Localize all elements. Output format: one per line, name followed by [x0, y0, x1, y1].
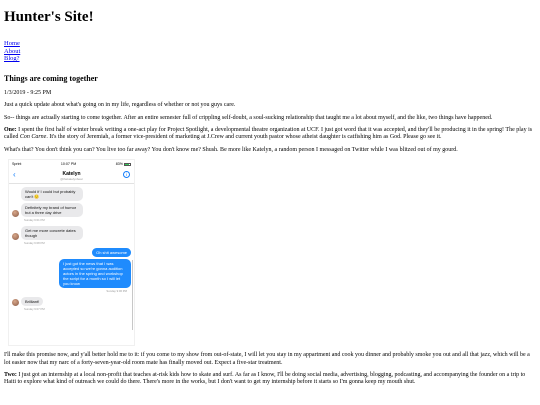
post-paragraph: What's that? You don't think you can? You live too far away? You don't know me? Shush. Be more like Katelyn, a random person I messaged on Twitter while I was blitzed out of my gourd. [4, 146, 458, 153]
message-row [12, 259, 131, 288]
post-paragraph: I'll make this promise now, and y'all better hold me to it: if you come to my show from out-of-state, I will let you stay in my appartment and cook you dinner and probably smoke you out and all that jazz, which will be a lot easier now that my narc of a forty-seven-year-old room mate has finally moved out. Expect a five-star treatment. [4, 352, 530, 366]
one-text-a: I spent the first half of winter break writing a one-act play for Project Spotlight, a developmental theatre organization at UCF. I just got word that it was accepted, and they'll be producing it in the spring! The play is called [4, 127, 533, 141]
nav-link-home[interactable]: Home [4, 40, 20, 47]
avatar [12, 299, 19, 306]
one-label: One: [4, 127, 17, 133]
avatar [12, 210, 19, 217]
post-paragraph-two [4, 372, 536, 387]
status-time: 10:07 PM [60, 162, 77, 167]
message-timestamp: Sunday 9:07 PM [24, 306, 45, 311]
message-row [12, 187, 131, 201]
message-row [12, 203, 131, 217]
post-intro: Just a quick update about what's going on in my life, regardless of whether or not you guys care. [4, 102, 236, 109]
message-bubble: Brilliant! [21, 297, 43, 306]
post-paragraph: So-- things are actually starting to come together. After an entire semester full of crippling self-doubt, a soul-sucking relationship that taught me a lot about myself, and the like, two things have happened. [4, 114, 493, 121]
nav-menu [4, 40, 536, 63]
message-bubble: Get me more concrete dates though [21, 226, 83, 240]
nav-link-about[interactable]: About [4, 47, 21, 55]
carrier: Sprint [12, 162, 22, 167]
message-timestamp: Sunday 6:08 PM [24, 240, 45, 245]
message-timestamp: Sunday 6:01 PM [24, 218, 45, 223]
message-list [9, 184, 134, 311]
scroll-indicator [132, 260, 133, 330]
battery-icon [124, 163, 131, 166]
message-screenshot [8, 159, 135, 346]
chevron-left-icon: ‹ [13, 170, 16, 180]
info-icon: i [123, 171, 130, 178]
avatar [12, 233, 19, 240]
post-title: Things are coming together [4, 73, 98, 83]
post-date: 1/3/2019 - 9:25 PM [4, 89, 52, 96]
message-bubble: Definitely my brand of humor but a three day drive [21, 203, 83, 217]
site-title: Hunter's Site! [4, 9, 94, 25]
contact-handle: @thekatelynbear [60, 177, 83, 182]
post-paragraph-one [4, 127, 536, 142]
battery: 83% [116, 162, 131, 166]
contact-name: Katelyn [62, 171, 81, 178]
message-bubble: Oh shit awesome [92, 248, 131, 257]
one-text-b: . It's the story of Jeremiah, a former vice-president of marketing at J.Crew and current youth pastor whose atheist daughter is catfishing him as God. Please go see it. [46, 134, 442, 141]
chat-header [9, 168, 134, 184]
two-text: I just got an internship at a local non-profit that teaches at-risk kids how to skate and surf. As far as I know, I'll be doing social media, advertising, blogging, podcasting, and accompanying the founder on a trip to Haiti to explore what kind of outreach we could do there. There's more in the works, but I don't want to get my internship before it starts so I'm gonna keep my mouth shut. [4, 372, 526, 386]
message-bubble: I just got the news that I was accepted so we're gonna audition actors in the spring and workshop the script for a month so I will let you know [59, 259, 131, 288]
play-title: Con Carne [19, 134, 47, 141]
message-timestamp: Sunday 9:06 PM [106, 289, 127, 294]
message-row [12, 297, 131, 306]
message-row [12, 248, 131, 257]
message-row [12, 226, 131, 240]
two-label: Two: [4, 372, 17, 379]
message-bubble: Would if I could but probably can't 🙂 [21, 187, 83, 201]
status-bar [9, 160, 134, 168]
nav-link-blog[interactable]: Blog? [4, 55, 20, 63]
